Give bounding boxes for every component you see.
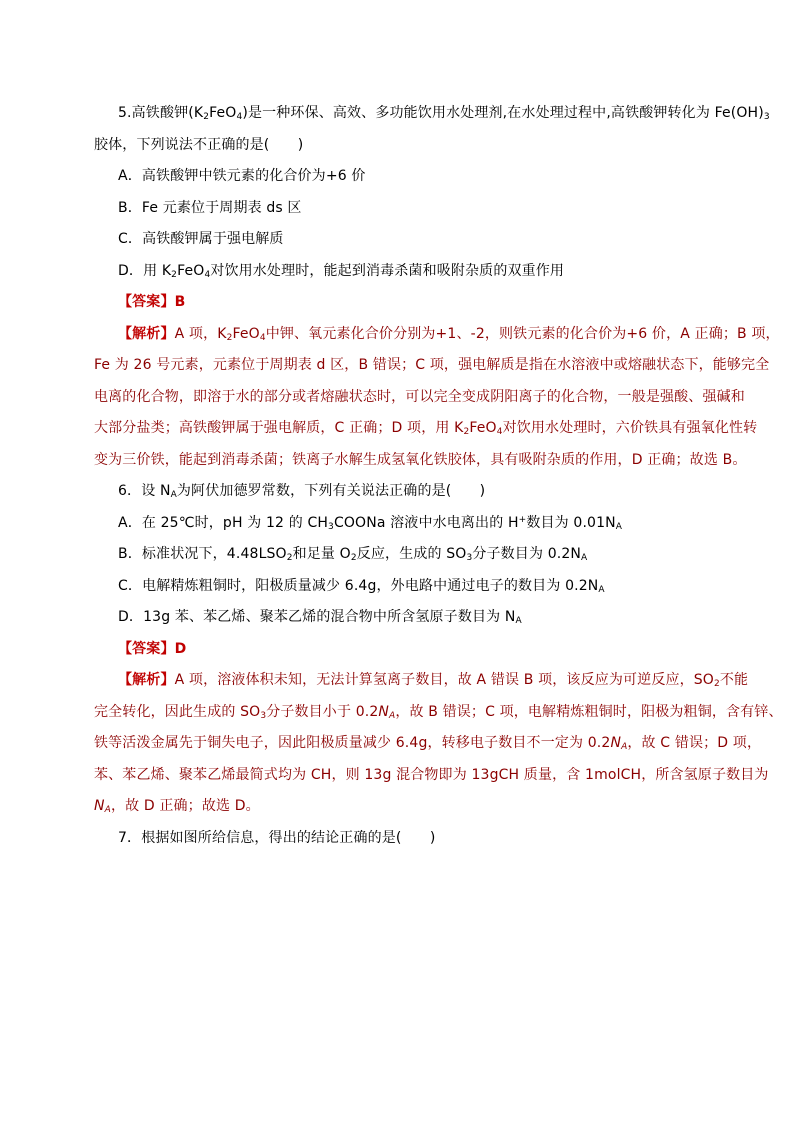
q7-stem: 7．根据如图所给信息，得出的结论正确的是( ) — [118, 829, 436, 846]
q6-option-c: C．电解精炼粗铜时，阳极质量减少 6.4g，外电路中通过电子的数目为 $0.2N_A$ — [118, 577, 605, 595]
q5-option-b: B．Fe 元素位于周期表 ds 区 — [118, 199, 302, 216]
q5-analysis-line-3: 电离的化合物，即溶于水的部分或者熔融状态时，可以完全变成阴阳离子的化合物，一般是强酸、强碱和 — [94, 388, 745, 405]
q6-stem: 6．设 $N_A$为阿伏加德罗常数，下列有关说法正确的是( ) — [118, 483, 486, 500]
q5-stem-line-1: 5.高铁酸钾$(K_2FeO_4)$是一种环保、高效、多功能饮用水处理剂,在水处理过程中,高铁酸钾转化为 $Fe(OH)_3$ — [118, 105, 770, 122]
q6-analysis-line-5: $N_A$，故 D 正确；故选 D。 — [94, 798, 260, 815]
q5-option-a: A．高铁酸钾中铁元素的化合价为+6 价 — [118, 168, 366, 184]
q5-answer: 【答案】B — [118, 294, 186, 310]
q5-analysis-line-1: 【解析】A 项，$K_2FeO_4$中钾、氧元素化合价分别为+1、-2，则铁元素的化合价为+6 价，A 正确；B 项， — [118, 325, 780, 343]
q6-analysis-line-2: 完全转化，因此生成的 $SO_3$分子数目小于 $0.2N_A$，故 B 错误；C 项，电解精炼粗铜时，阳极为粗铜，含有锌、 — [94, 703, 783, 721]
q5-analysis-line-2: Fe 为 26 号元素，元素位于周期表 d 区，B 错误；C 项，强电解质是指在水溶液中或熔融状态下，能够完全 — [94, 357, 770, 373]
q5-analysis-line-5: 变为三价铁，能起到消毒杀菌；铁离子水解生成氢氧化铁胶体，具有吸附杂质的作用，D 正确；故选 B。 — [94, 451, 747, 468]
q6-analysis-line-3: 铁等活泼金属先于铜失电子，因此阳极质量减少 6.4g，转移电子数目不一定为 $0.2N_A$，故 C 错误；D 项， — [94, 735, 762, 752]
q5-option-c: C．高铁酸钾属于强电解质 — [118, 231, 284, 247]
q6-option-b: B．标准状况下，$4.48LSO_2$和足量 $O_2$反应，生成的 $SO_3$分子数目为 $0.2N_A$ — [118, 546, 588, 563]
q5-stem-line-2: 胶体，下列说法不正确的是( ) — [94, 136, 304, 153]
q6-analysis-line-1: 【解析】A 项，溶液体积未知，无法计算氢离子数目，故 A 错误 B 项，该反应为可逆反应，$SO_2$不能 — [118, 672, 749, 689]
q5-option-d: D．用 $K_2FeO_4$对饮用水处理时，能起到消毒杀菌和吸附杂质的双重作用 — [118, 262, 565, 280]
q6-option-d: D．13g 苯、苯乙烯、聚苯乙烯的混合物中所含氢原子数目为 $N_A$ — [118, 609, 522, 626]
analysis-tag: 【解析】 — [118, 325, 175, 342]
q5-analysis-line-4: 大部分盐类；高铁酸钾属于强电解质，C 正确；D 项，用 $K_2FeO_4$对饮用水处理时，六价铁具有强氧化性转 — [94, 420, 758, 437]
q6-analysis-line-4: 苯、苯乙烯、聚苯乙烯最简式均为 CH，则 13g 混合物即为 13gCH 质量，含 1molCH，所含氢原子数目为 — [94, 766, 769, 783]
analysis-tag: 【解析】 — [118, 672, 175, 688]
q6-option-a: A．在 25℃时，pH 为 12 的 $CH_3COONa$ 溶液中水电离出的 H+数目为 $0.01N_A$ — [118, 514, 623, 532]
q6-answer: 【答案】D — [118, 640, 187, 657]
